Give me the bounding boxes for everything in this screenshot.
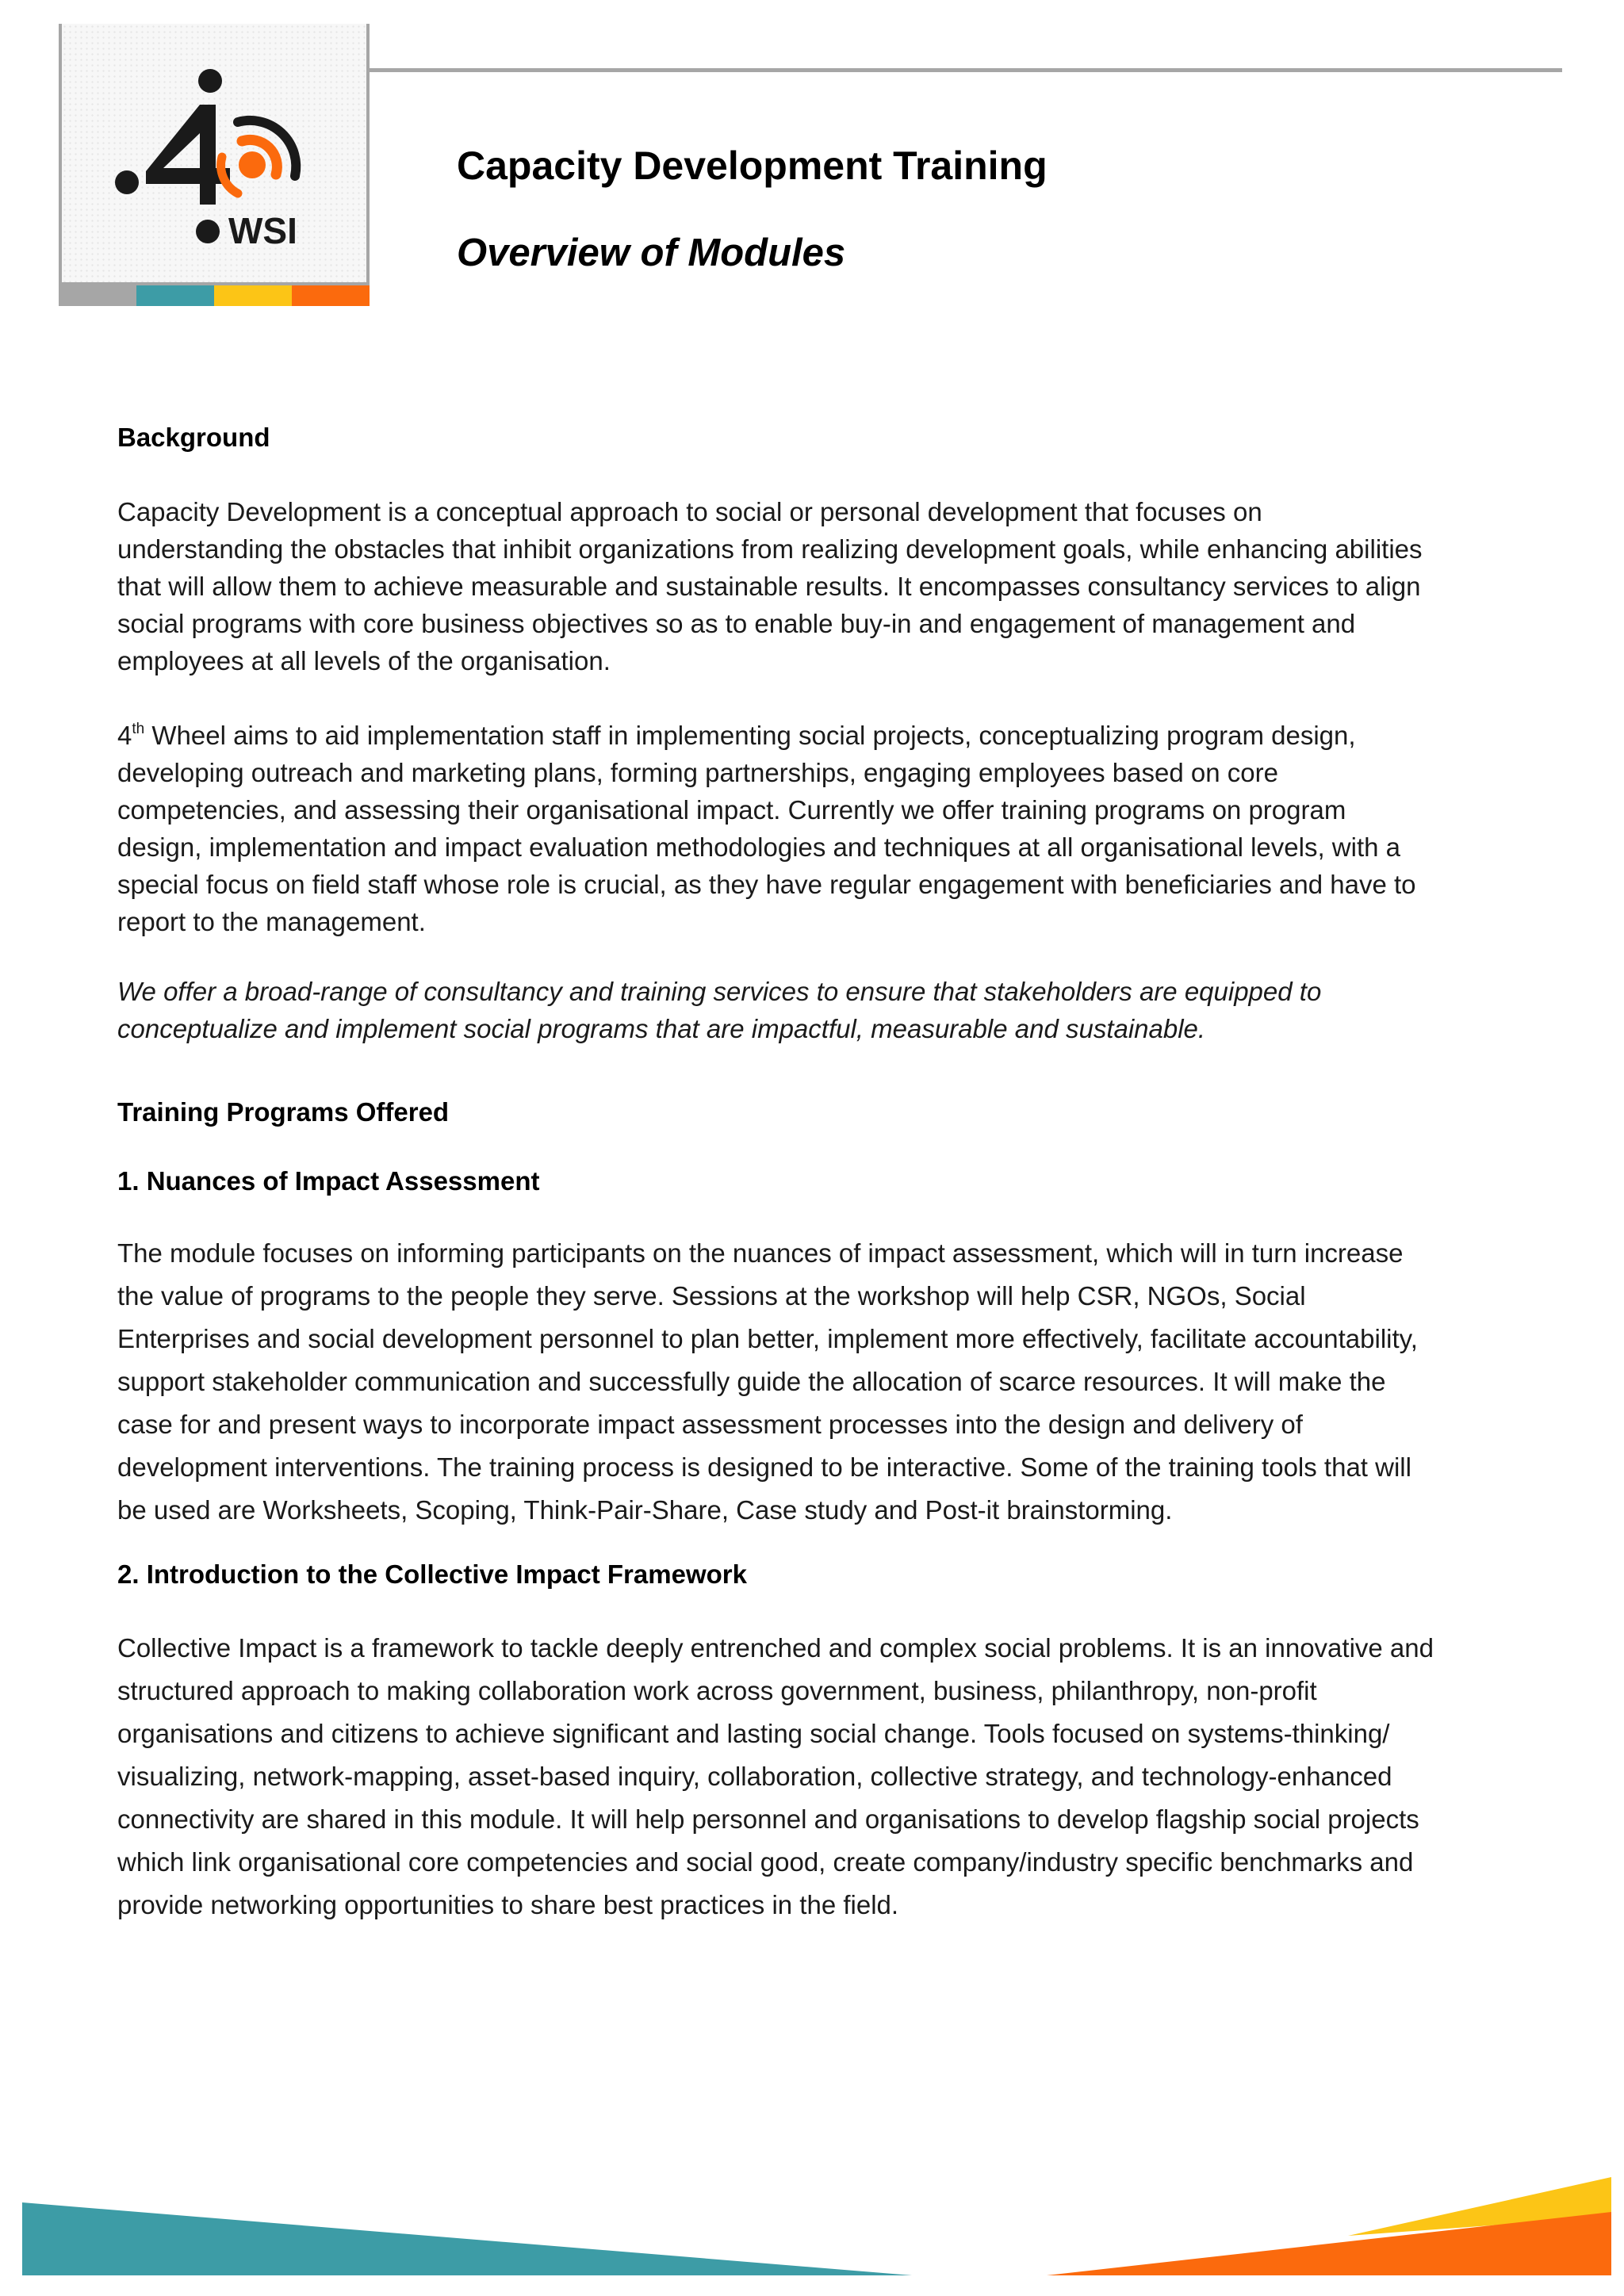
logo-wsi-text: WSI [228, 210, 297, 251]
background-paragraph-1: Capacity Development is a conceptual approach to social or personal development that focuses on understanding the obstacles that inhibit organizations from realizing development goals, while enhancing abilities that will allow them to achieve measurable and sustainable results. It encompasses consultancy services to align social programs with core business objectives so as to enable buy-in and engagement of management and employees at all levels of the organisation. [117, 497, 1423, 675]
training-heading: Training Programs Offered [117, 1097, 450, 1127]
module-2-heading: 2. Introduction to the Collective Impact Framework [117, 1559, 747, 1589]
module-1-heading: 1. Nuances of Impact Assessment [117, 1166, 540, 1196]
logo-bottom-dot [196, 220, 220, 243]
header-rule [370, 68, 1562, 72]
wheel-ordinal-sup: th [132, 721, 145, 737]
logo-color-stripes [59, 285, 370, 306]
logo-signal-dot [239, 151, 266, 178]
footer-decoration [0, 2141, 1624, 2296]
wheel-number: 4 [117, 721, 132, 750]
background-paragraph-2 [117, 717, 1434, 940]
logo-left-dot [115, 170, 139, 194]
four-wsi-logo [111, 63, 325, 254]
document-body [117, 420, 1434, 1927]
stripe-orange [292, 285, 370, 306]
footer-teal-wedge [22, 2202, 912, 2275]
stripe-yellow [214, 285, 292, 306]
logo-numeral-four [146, 105, 230, 205]
background-heading: Background [117, 423, 270, 452]
stripe-gray [59, 285, 136, 306]
document-subtitle: Overview of Modules [457, 232, 846, 274]
document-title: Capacity Development Training [457, 144, 1048, 188]
logo-top-dot [198, 69, 222, 93]
background-paragraph-3: We offer a broad-range of consultancy and training services to ensure that stakeholders are equipped to conceptualize and implement social programs that are impactful, measurable and sustainable. [117, 977, 1322, 1043]
background-paragraph-2-text: Wheel aims to aid implementation staff in implementing social projects, conceptualizing program design, developing outreach and marketing plans, forming partnerships, engaging employees based on core competencies, and assessing their organisational impact. Currently we offer training programs on program design, implementation and impact evaluation methodologies and techniques at all organisational levels, with a special focus on field staff whose role is crucial, as they have regular engagement with beneficiaries and have to report to the management. [117, 721, 1416, 936]
module-1-text: The module focuses on informing participants on the nuances of impact assessment, which will in turn increase the value of programs to the people they serve. Sessions at the workshop will help CSR, NGOs, Social Enterprises and social development personnel to plan better, implement more effectively, facilitate accountability, support stakeholder communication and successfully guide the allocation of scarce resources. It will make the case for and present ways to incorporate impact assessment processes into the design and delivery of development interventions. The training process is designed to be interactive. Some of the training tools that will be used are Worksheets, Scoping, Think-Pair-Share, Case study and Post-it brainstorming. [117, 1238, 1418, 1525]
stripe-teal [136, 285, 214, 306]
module-2-text: Collective Impact is a framework to tackle deeply entrenched and complex social problems. It is an innovative and structured approach to making collaboration work across government, business, philanthropy, non-profit organisations and citizens to achieve significant and lasting social change. Tools focused on systems-thinking/ visualizing, network-mapping, asset-based inquiry, collaboration, collective strategy, and technology-enhanced connectivity are shared in this module. It will help personnel and organisations to develop flagship social projects which link organisational core competencies and social good, create company/industry specific benchmarks and provide networking opportunities to share best practices in the field. [117, 1633, 1434, 1919]
